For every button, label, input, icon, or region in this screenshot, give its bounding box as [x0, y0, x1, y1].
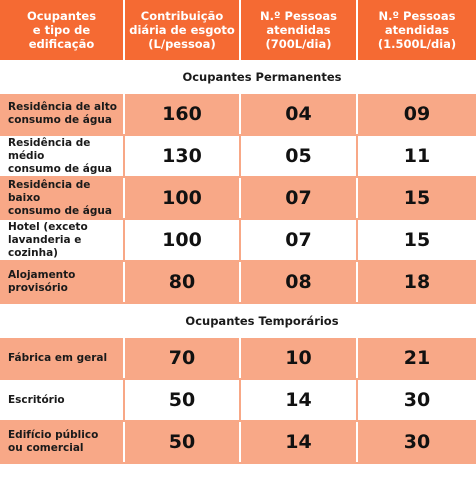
table-row — [0, 94, 476, 136]
row-contribution: 130 — [125, 136, 241, 176]
row-people-1500: 30 — [358, 380, 476, 420]
header-people-700: N.º Pessoas atendidas (700L/dia) — [241, 0, 358, 60]
row-label: Residência de médio consumo de água — [0, 136, 125, 176]
row-label: Hotel (exceto lavanderia e cozinha) — [0, 220, 125, 260]
row-people-1500: 15 — [358, 220, 476, 260]
table-row — [0, 422, 476, 464]
row-people-1500: 09 — [358, 94, 476, 134]
row-contribution: 100 — [125, 178, 241, 218]
row-label: Residência de baixo consumo de água — [0, 178, 125, 218]
row-label: Fábrica em geral — [0, 338, 125, 378]
row-people-700: 07 — [241, 220, 358, 260]
row-people-700: 05 — [241, 136, 358, 176]
row-people-700: 14 — [241, 380, 358, 420]
row-contribution: 160 — [125, 94, 241, 134]
header-occupants: Ocupantes e tipo de edificação — [0, 0, 125, 60]
row-people-1500: 30 — [358, 422, 476, 462]
row-label: Edifício público ou comercial — [0, 422, 125, 462]
table-row — [0, 136, 476, 178]
row-contribution: 80 — [125, 262, 241, 302]
table-row — [0, 380, 476, 422]
row-people-1500: 15 — [358, 178, 476, 218]
section-title-temporary: Ocupantes Temporários — [0, 304, 476, 338]
row-people-700: 07 — [241, 178, 358, 218]
row-contribution: 50 — [125, 422, 241, 462]
header-people-1500: N.º Pessoas atendidas (1.500L/dia) — [377, 9, 457, 51]
row-contribution: 50 — [125, 380, 241, 420]
row-people-700: 08 — [241, 262, 358, 302]
row-contribution: 100 — [125, 220, 241, 260]
table-row — [0, 220, 476, 262]
row-label: Residência de alto consumo de água — [0, 94, 125, 134]
table-row — [0, 338, 476, 380]
row-people-1500: 21 — [358, 338, 476, 378]
section-title-permanent: Ocupantes Permanentes — [0, 60, 476, 94]
row-label: Escritório — [0, 380, 125, 420]
row-people-1500: 18 — [358, 262, 476, 302]
row-people-700: 10 — [241, 338, 358, 378]
row-label: Alojamento provisório — [0, 262, 125, 302]
row-people-1500: 11 — [358, 136, 476, 176]
header-daily-contribution: Contribuição diária de esgoto (L/pessoa) — [125, 0, 241, 60]
table-row — [0, 178, 476, 220]
table-row — [0, 262, 476, 304]
row-people-700: 14 — [241, 422, 358, 462]
row-people-700: 04 — [241, 94, 358, 134]
table-header — [0, 0, 476, 60]
row-contribution: 70 — [125, 338, 241, 378]
